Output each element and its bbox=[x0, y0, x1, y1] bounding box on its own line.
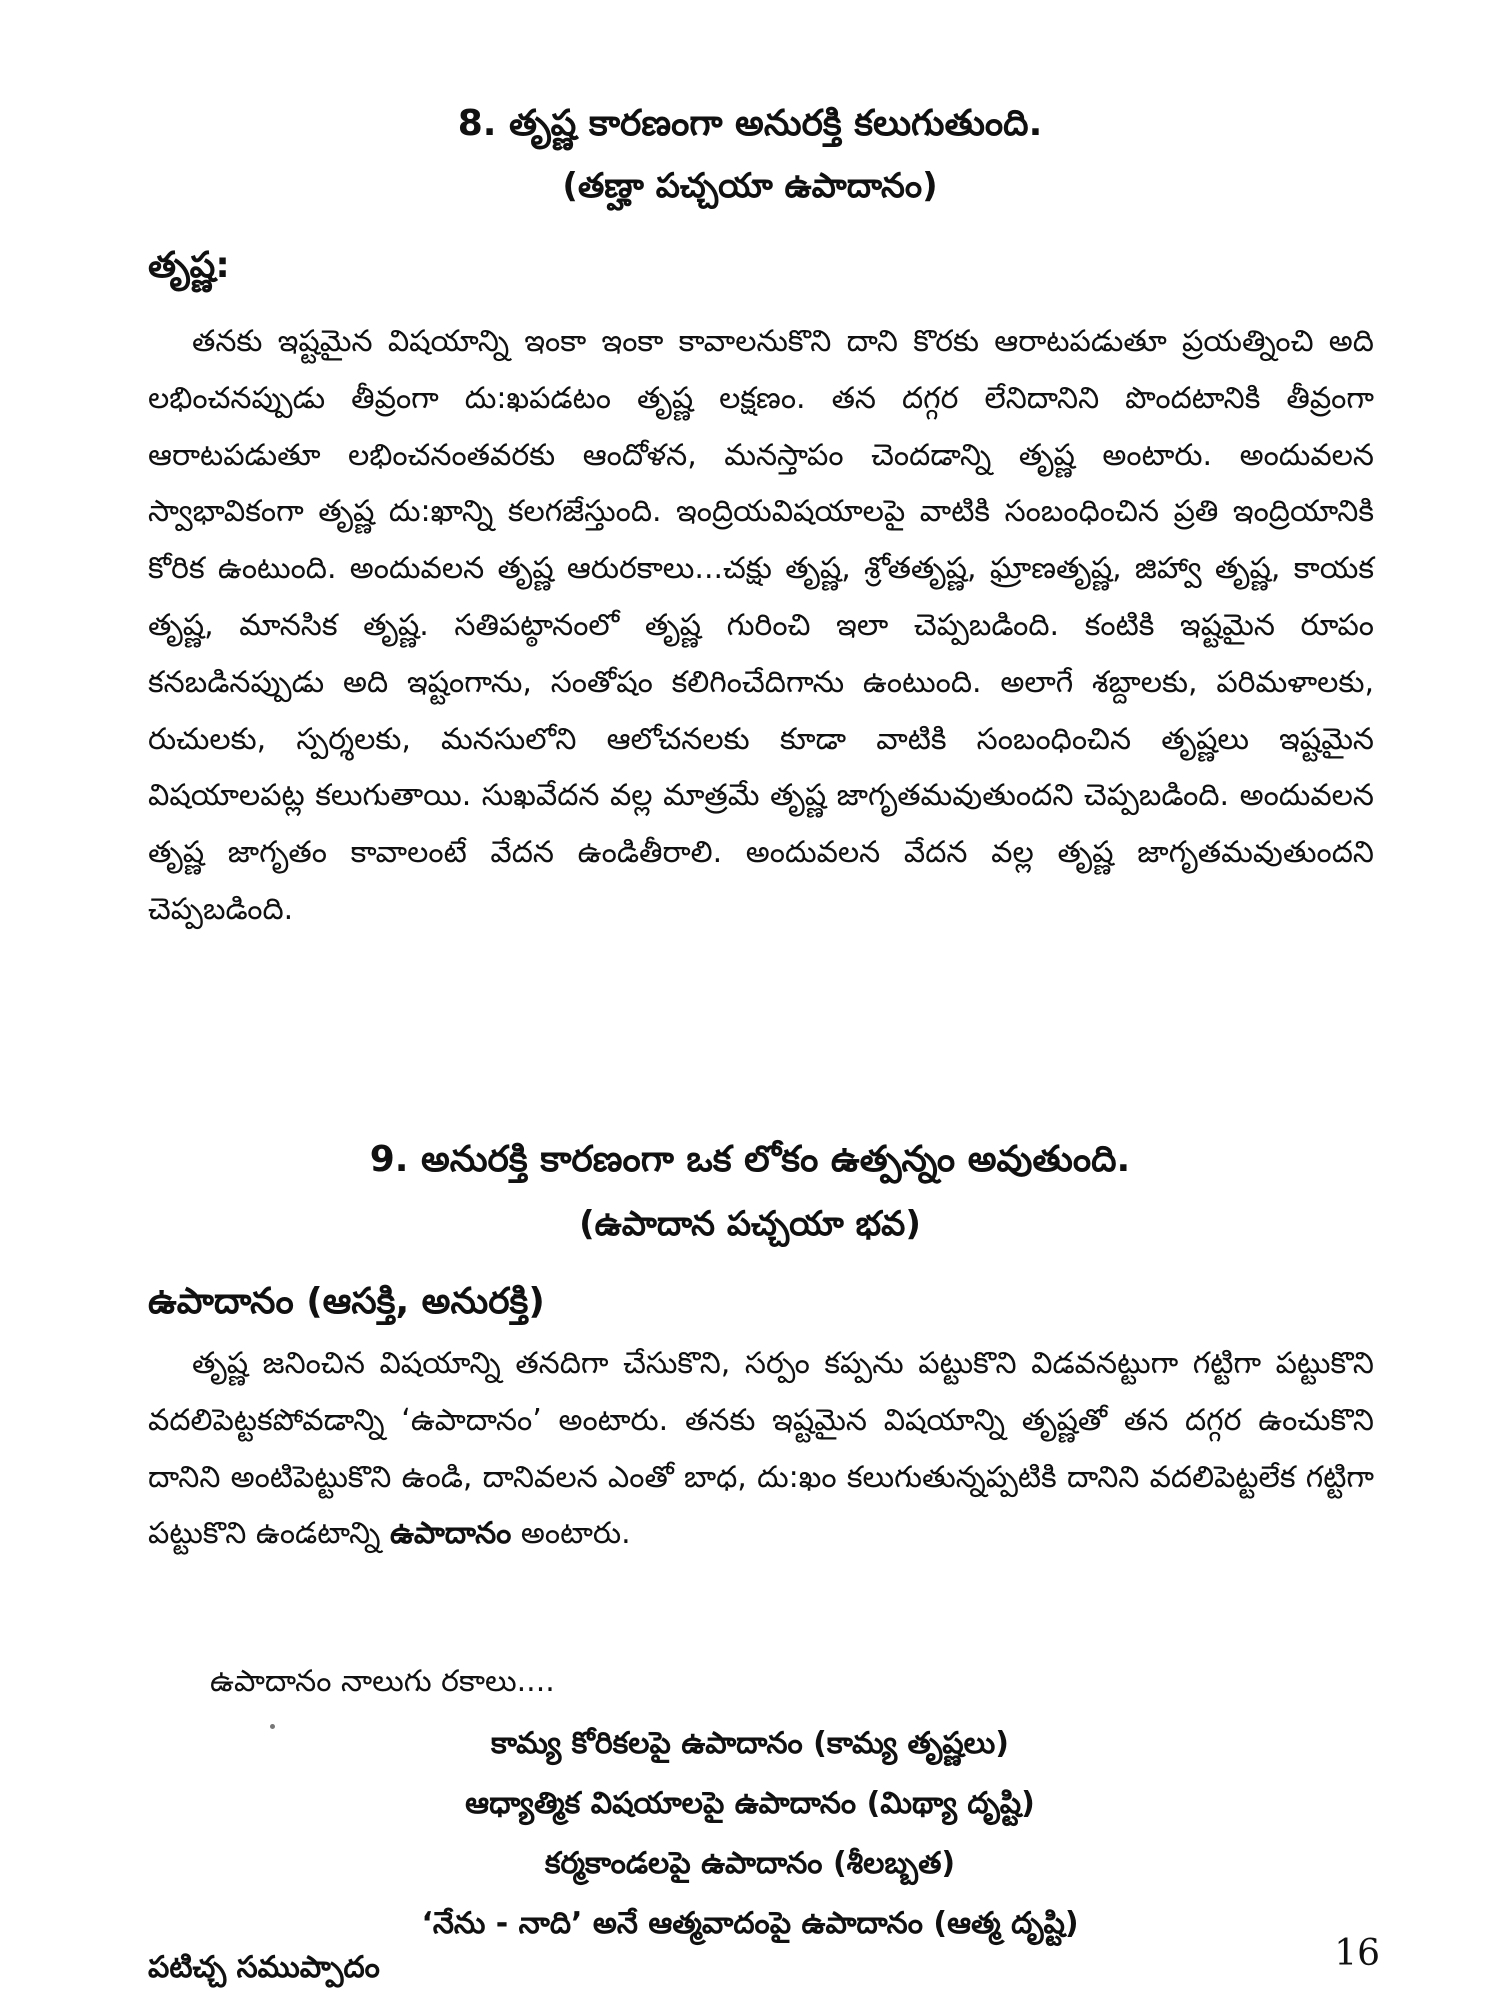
upadana-types-list bbox=[0, 1714, 1500, 1954]
section-8-label: తృష్ణ: bbox=[148, 245, 230, 286]
section-9-heading: 9. అనురక్తి కారణంగా ఒక లోకం ఉత్పన్నం అవుతుంది. bbox=[369, 1139, 1131, 1180]
upadana-type-item: ఆధ్యాత్మిక విషయాలపై ఉపాదానం (మిథ్యా దృష్టి) bbox=[465, 1786, 1035, 1821]
section-9-paragraph bbox=[148, 1336, 1374, 1563]
section-8-heading: 8. తృష్ణ కారణంగా అనురక్తి కలుగుతుంది. bbox=[457, 103, 1043, 144]
section-9-paragraph-term: ఉపాదానం bbox=[389, 1516, 512, 1552]
section-9-paragraph-main: తృష్ణ జనించిన విషయాన్ని తనదిగా చేసుకొని, సర్పం కప్పను పట్టుకొని విడవనట్టుగా గట్టిగా పట్టుకొని వదలిపెట్టకపోవడాన్ని ‘ఉపాదానం’ అంటారు. తనకు ఇష్టమైన విషయాన్ని తృష్ణతో తన దగ్గర ఉంచుకొని దానిని అంటిపెట్టుకొని ఉండి, దానివలన ఎంతో బాధ, దు:ఖం కలుగుతున్నప్పటికి దానిని వదలిపెట్టలేక గట్టిగా పట్టుకొని ఉండటాన్ని bbox=[148, 1346, 1374, 1552]
section-9-subheading: (ఉపాదాన పచ్చయా భవ) bbox=[579, 1204, 921, 1244]
page-number: 16 bbox=[1334, 1933, 1380, 1974]
upadana-type-item: ‘నేను - నాది’ అనే ఆత్మవాదంపై ఉపాదానం (ఆత్మ దృష్టి) bbox=[421, 1906, 1079, 1941]
section-8-subheading: (తణ్హా పచ్చయా ఉపాదానం) bbox=[562, 166, 938, 206]
types-intro: ఉపాదానం నాలుగు రకాలు.... bbox=[210, 1664, 555, 1699]
section-9-paragraph-end: అంటారు. bbox=[520, 1516, 631, 1552]
upadana-type-item: కామ్య కోరికలపై ఉపాదానం (కామ్య తృష్ణలు) bbox=[490, 1726, 1010, 1761]
section-8-paragraph: తనకు ఇష్టమైన విషయాన్ని ఇంకా ఇంకా కావాలనుకొని దాని కొరకు ఆరాటపడుతూ ప్రయత్నించి అది లభించనప్పుడు తీవ్రంగా దు:ఖపడటం తృష్ణ లక్షణం. తన దగ్గర లేనిదానిని పొందటానికి తీవ్రంగా ఆరాటపడుతూ లభించనంతవరకు ఆందోళన, మనస్తాపం చెందడాన్ని తృష్ణ అంటారు. అందువలన స్వాభావికంగా తృష్ణ దు:ఖాన్ని కలగజేస్తుంది. ఇంద్రియవిషయాలపై వాటికి సంబంధించిన ప్రతి ఇంద్రియానికి కోరిక ఉంటుంది. అందువలన తృష్ణ ఆరురకాలు...చక్షు తృష్ణ, శ్రోతతృష్ణ, ఘ్రాణతృష్ణ, జిహ్వా తృష్ణ, కాయక తృష్ణ, మానసిక తృష్ణ. సతిపట్ఠానంలో తృష్ణ గురించి ఇలా చెప్పబడింది. కంటికి ఇష్టమైన రూపం కనబడినప్పుడు అది ఇష్టంగాను, సంతోషం కలిగించేదిగాను ఉంటుంది. అలాగే శబ్దాలకు, పరిమళాలకు, రుచులకు, స్పర్శలకు, మనసులోని ఆలోచనలకు కూడా వాటికి సంబంధించిన తృష్ణలు ఇష్టమైన విషయాలపట్ల కలుగుతాయి. సుఖవేదన వల్ల మాత్రమే తృష్ణ జాగృతమవుతుందని చెప్పబడింది. అందువలన తృష్ణ జాగృతం కావాలంటే వేదన ఉండితీరాలి. అందువలన వేదన వల్ల తృష్ణ జాగృతమవుతుందని చెప్పబడింది. bbox=[148, 324, 1374, 927]
footer-book-title: పటిచ్చ సముప్పాదం bbox=[148, 1950, 380, 1985]
upadana-type-item: కర్మకాండలపై ఉపాదానం (శీలబ్బత) bbox=[544, 1846, 956, 1881]
section-9-label: ఉపాదానం (ఆసక్తి, అనురక్తి) bbox=[148, 1281, 545, 1322]
